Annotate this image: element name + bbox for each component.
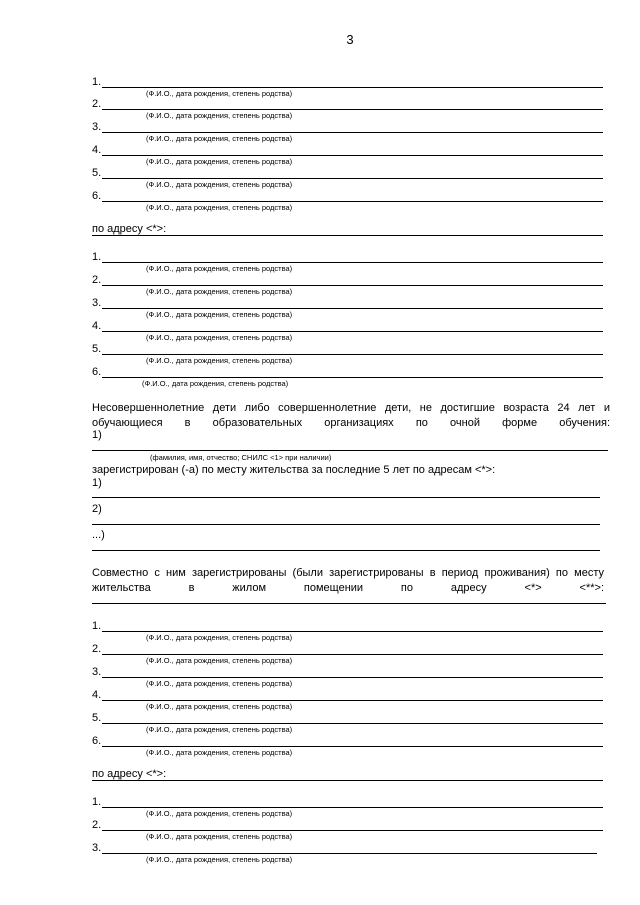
address-history-line-1[interactable] <box>92 497 600 498</box>
item-number: 3. <box>92 666 102 678</box>
relative-caption: (Ф.И.О., дата рождения, степень родства) <box>146 89 293 98</box>
relative-line-4[interactable] <box>92 142 603 156</box>
relative-caption: (Ф.И.О., дата рождения, степень родства) <box>146 702 293 711</box>
item-number: 2. <box>92 274 102 286</box>
relative-caption: (Ф.И.О., дата рождения, степень родства) <box>146 809 293 818</box>
item-number: 4. <box>92 320 102 332</box>
relative-caption: (Ф.И.О., дата рождения, степень родства) <box>146 111 293 120</box>
relative-caption: (Ф.И.О., дата рождения, степень родства) <box>146 725 293 734</box>
address-line[interactable] <box>92 222 603 236</box>
relative-line-2[interactable] <box>92 272 603 286</box>
relative-line-6[interactable] <box>92 188 603 202</box>
item-number: 3. <box>92 297 102 309</box>
relative-caption: (Ф.И.О., дата рождения, степень родства) <box>146 157 293 166</box>
item-number: 2. <box>92 98 102 110</box>
relative-line-3[interactable] <box>92 840 597 854</box>
relative-caption: (Ф.И.О., дата рождения, степень родства) <box>146 633 293 642</box>
relative-line-5[interactable] <box>92 341 603 355</box>
cohabitants-paragraph: Совместно с ним зарегистрированы (были зарегистрированы в период проживания) по месту жительства в жилом помещении по адресу <*> <**>: <box>92 567 604 594</box>
relative-caption: (Ф.И.О., дата рождения, степень родства) <box>146 333 293 342</box>
relative-line-1[interactable] <box>92 74 603 88</box>
item-number: 4. <box>92 144 102 156</box>
relative-line-1[interactable] <box>92 794 603 808</box>
item-number: 1. <box>92 76 102 88</box>
relative-line-6[interactable] <box>92 733 603 747</box>
address-item-number: 1) <box>92 477 102 489</box>
relative-caption: (Ф.И.О., дата рождения, степень родства) <box>146 748 293 757</box>
children-paragraph: Несовершеннолетние дети либо совершеннолетние дети, не достигшие возраста 24 лет и обучающиеся в образовательных организациях по очной форме обучения: <box>92 402 610 429</box>
relative-line-3[interactable] <box>92 295 603 309</box>
item-number: 4. <box>92 689 102 701</box>
relative-caption: (Ф.И.О., дата рождения, степень родства) <box>142 379 289 388</box>
item-number: 1. <box>92 251 102 263</box>
address-history-line-3[interactable] <box>92 550 600 551</box>
item-number: 2. <box>92 819 102 831</box>
item-number: 6. <box>92 190 102 202</box>
relative-line-6[interactable] <box>92 364 603 378</box>
address-item-number: 2) <box>92 503 102 515</box>
relative-caption: (Ф.И.О., дата рождения, степень родства) <box>146 679 293 688</box>
item-number: 2. <box>92 643 102 655</box>
relative-caption: (Ф.И.О., дата рождения, степень родства) <box>146 134 293 143</box>
page-number: 3 <box>346 32 354 47</box>
relative-line-3[interactable] <box>92 664 603 678</box>
relative-caption: (Ф.И.О., дата рождения, степень родства) <box>146 656 293 665</box>
relative-caption: (Ф.И.О., дата рождения, степень родства) <box>146 855 293 864</box>
cohabit-address-line[interactable] <box>92 603 606 604</box>
item-number: 5. <box>92 343 102 355</box>
relative-line-4[interactable] <box>92 687 603 701</box>
item-number: 1. <box>92 620 102 632</box>
relative-caption: (Ф.И.О., дата рождения, степень родства) <box>146 832 293 841</box>
relative-line-5[interactable] <box>92 165 603 179</box>
relative-caption: (Ф.И.О., дата рождения, степень родства) <box>146 264 293 273</box>
address-line[interactable] <box>92 767 603 781</box>
item-number: 1. <box>92 796 102 808</box>
relative-line-5[interactable] <box>92 710 603 724</box>
address-label: по адресу <*>: <box>92 768 167 780</box>
relative-caption: (Ф.И.О., дата рождения, степень родства) <box>146 203 293 212</box>
item-number: 6. <box>92 735 102 747</box>
relative-caption: (Ф.И.О., дата рождения, степень родства) <box>146 287 293 296</box>
item-number: 3. <box>92 121 102 133</box>
address-label: по адресу <*>: <box>92 223 167 235</box>
item-number: 3. <box>92 842 102 854</box>
relative-line-2[interactable] <box>92 817 603 831</box>
relative-line-2[interactable] <box>92 641 603 655</box>
relative-line-1[interactable] <box>92 618 603 632</box>
item-number: 5. <box>92 167 102 179</box>
item-number: 5. <box>92 712 102 724</box>
child-name-line[interactable] <box>92 450 608 451</box>
relative-line-1[interactable] <box>92 249 603 263</box>
relative-caption: (Ф.И.О., дата рождения, степень родства) <box>146 356 293 365</box>
registered-text: зарегистрирован (-а) по месту жительства за последние 5 лет по адресам <*>: <box>92 464 496 476</box>
child-caption: (фамилия, имя, отчество; СНИЛС <1> при наличии) <box>150 453 332 462</box>
relative-caption: (Ф.И.О., дата рождения, степень родства) <box>146 180 293 189</box>
address-history-line-2[interactable] <box>92 524 600 525</box>
child-item-number: 1) <box>92 429 102 441</box>
relative-line-2[interactable] <box>92 96 603 110</box>
relative-line-3[interactable] <box>92 119 603 133</box>
address-item-number: ...) <box>92 529 105 541</box>
relative-line-4[interactable] <box>92 318 603 332</box>
relative-caption: (Ф.И.О., дата рождения, степень родства) <box>146 310 293 319</box>
item-number: 6. <box>92 366 102 378</box>
